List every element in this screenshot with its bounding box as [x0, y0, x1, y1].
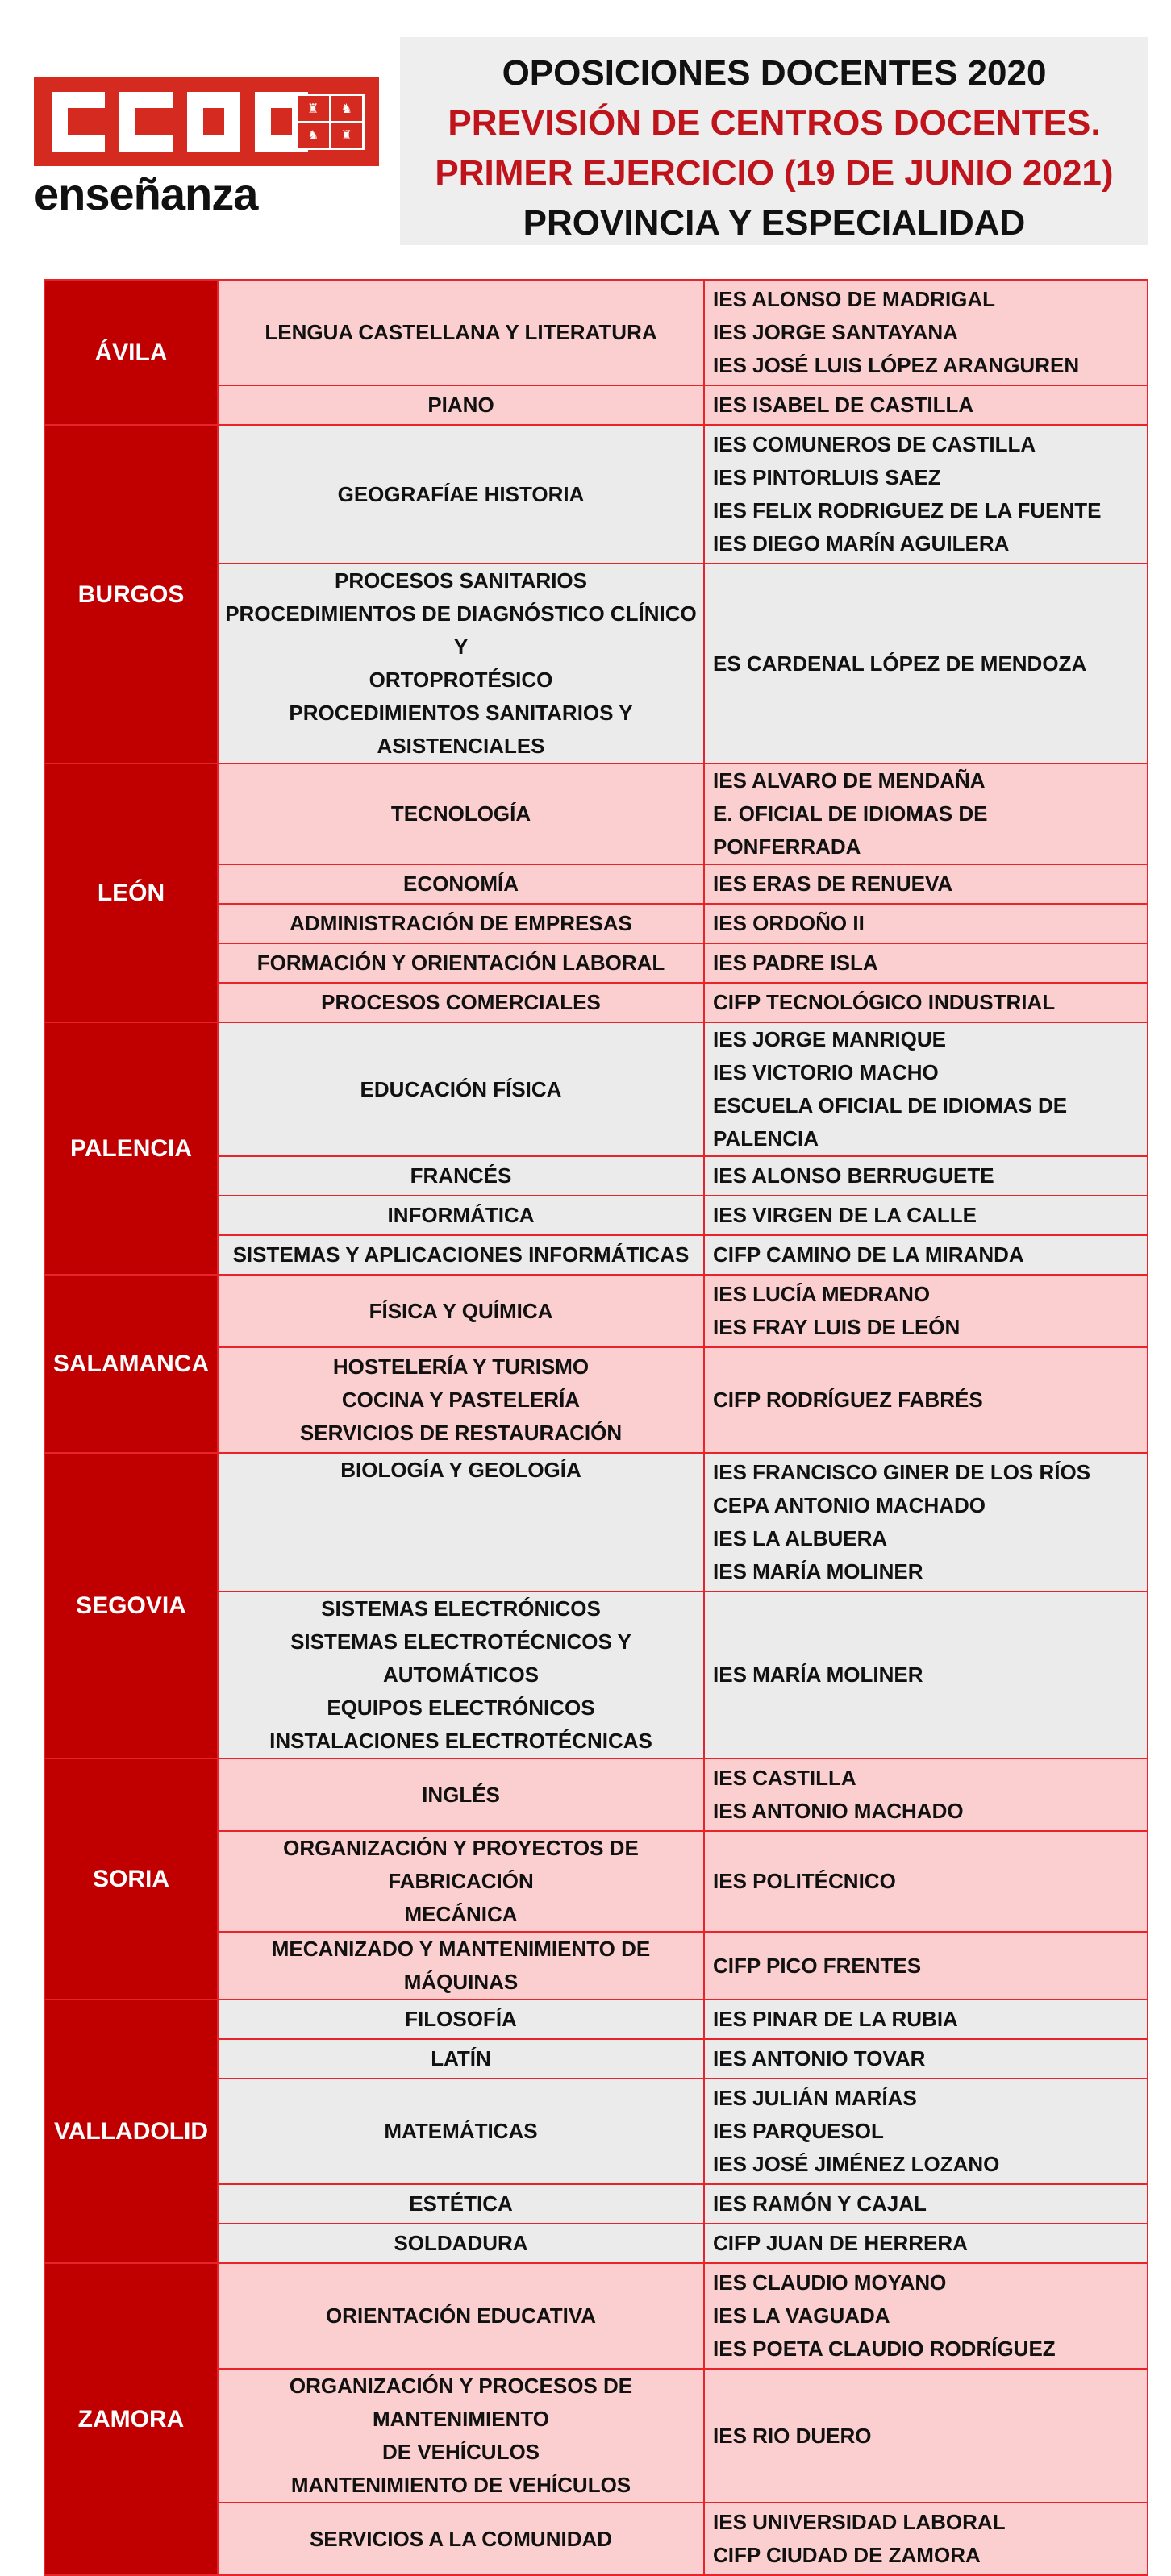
center-cell: [704, 1831, 1148, 1932]
centers-table: [44, 279, 1148, 2576]
specialty-line: BIOLOGÍA Y GEOLOGÍA: [340, 1458, 581, 1482]
province-cell: SALAMANCA: [44, 1275, 218, 1453]
center-line: CEPA ANTONIO MACHADO: [713, 1493, 986, 1517]
castilla-leon-shield-icon: ♜ ♞ ♞ ♜: [295, 94, 365, 150]
center-cell: [704, 1932, 1148, 2000]
center-cell: [704, 2039, 1148, 2079]
center-line: IES JOSÉ LUIS LÓPEZ ARANGUREN: [713, 353, 1080, 377]
center-cell: [704, 1758, 1148, 1831]
title-line-2: PREVISIÓN DE CENTROS DOCENTES.: [448, 103, 1101, 143]
center-cell: [704, 1235, 1148, 1275]
specialty-line: ADMINISTRACIÓN DE EMPRESAS: [290, 911, 632, 935]
center-line: IES ISABEL DE CASTILLA: [713, 393, 974, 417]
table-row: [44, 280, 1148, 385]
specialty-cell: [218, 1235, 704, 1275]
specialty-line: ECONOMÍA: [403, 872, 519, 896]
center-line: IES FRAY LUIS DE LEÓN: [713, 1315, 961, 1339]
specialty-cell: [218, 2184, 704, 2224]
specialty-cell: [218, 1453, 704, 1592]
center-cell: [704, 1196, 1148, 1235]
centers-table-body: [44, 280, 1148, 2575]
specialty-cell: [218, 2079, 704, 2184]
center-cell: [704, 2263, 1148, 2369]
center-line: IES LA VAGUADA: [713, 2303, 890, 2328]
center-line: IES CLAUDIO MOYANO: [713, 2270, 947, 2295]
specialty-line: PIANO: [427, 393, 494, 417]
center-line: ES CARDENAL LÓPEZ DE MENDOZA: [713, 651, 1087, 676]
specialty-cell: [218, 2000, 704, 2039]
table-row: [44, 2263, 1148, 2369]
specialty-line: LATÍN: [431, 2046, 491, 2070]
center-cell: [704, 2184, 1148, 2224]
center-line: CIFP CIUDAD DE ZAMORA: [713, 2543, 981, 2567]
specialty-line: PROCESOS COMERCIALES: [321, 990, 601, 1014]
specialty-cell: [218, 425, 704, 564]
province-cell: LEÓN: [44, 764, 218, 1022]
center-line: IES DIEGO MARÍN AGUILERA: [713, 531, 1010, 556]
specialty-cell: [218, 943, 704, 983]
specialty-cell: [218, 564, 704, 764]
center-line: IES ORDOÑO II: [713, 911, 865, 935]
ccoo-logo-letters: [52, 92, 308, 152]
specialty-cell: [218, 1592, 704, 1758]
specialty-line: INGLÉS: [422, 1782, 500, 1807]
specialty-cell: [218, 2369, 704, 2503]
specialty-line: INSTALACIONES ELECTROTÉCNICAS: [269, 1729, 652, 1753]
specialty-line: EQUIPOS ELECTRÓNICOS: [327, 1696, 595, 1720]
specialty-line: SISTEMAS ELECTRÓNICOS: [321, 1596, 601, 1621]
specialty-line: FILOSOFÍA: [405, 2007, 517, 2031]
center-cell: [704, 1592, 1148, 1758]
title-line-3: PRIMER EJERCICIO (19 DE JUNIO 2021): [435, 153, 1114, 193]
specialty-line: ORIENTACIÓN EDUCATIVA: [325, 2303, 597, 2328]
province-cell: ÁVILA: [44, 280, 218, 425]
specialty-line: MECANIZADO Y MANTENIMIENTO DE MÁQUINAS: [271, 1937, 651, 1994]
center-line: CIFP RODRÍGUEZ FABRÉS: [713, 1388, 983, 1412]
specialty-line: MECÁNICA: [404, 1902, 518, 1926]
center-cell: [704, 1347, 1148, 1453]
table-row: [44, 1453, 1148, 1592]
center-line: IES VIRGEN DE LA CALLE: [713, 1203, 977, 1227]
center-line: IES PINTORLUIS SAEZ: [713, 465, 941, 489]
center-cell: [704, 983, 1148, 1022]
specialty-line: LENGUA CASTELLANA Y LITERATURA: [265, 320, 657, 344]
specialty-line: TECNOLOGÍA: [390, 801, 531, 826]
center-line: IES CASTILLA: [713, 1766, 856, 1790]
specialty-line: SISTEMAS Y APLICACIONES INFORMÁTICAS: [232, 1242, 690, 1267]
center-line: IES ANTONIO MACHADO: [713, 1799, 964, 1823]
center-line: IES MARÍA MOLINER: [713, 1663, 923, 1687]
specialty-line: DE VEHÍCULOS: [381, 2440, 540, 2464]
specialty-line: FORMACIÓN Y ORIENTACIÓN LABORAL: [256, 951, 665, 975]
center-line: IES JORGE SANTAYANA: [713, 320, 958, 344]
specialty-cell: [218, 1022, 704, 1156]
title-line-4: PROVINCIA Y ESPECIALIDAD: [523, 203, 1026, 243]
table-row: [44, 2000, 1148, 2039]
center-line: ESCUELA OFICIAL DE IDIOMAS DE PALENCIA: [713, 1093, 1068, 1151]
center-line: IES FELIX RODRIGUEZ DE LA FUENTE: [713, 498, 1102, 522]
title-line-1: OPOSICIONES DOCENTES 2020: [502, 53, 1047, 93]
specialty-line: MANTENIMIENTO DE VEHÍCULOS: [290, 2473, 631, 2497]
center-line: IES ANTONIO TOVAR: [713, 2046, 926, 2070]
center-cell: [704, 564, 1148, 764]
specialty-line: ORGANIZACIÓN Y PROCESOS DE MANTENIMIENTO: [289, 2374, 633, 2431]
center-line: CIFP TECNOLÓGICO INDUSTRIAL: [713, 990, 1056, 1014]
specialty-cell: [218, 2263, 704, 2369]
specialty-line: SOLDADURA: [394, 2231, 528, 2255]
center-line: IES JOSÉ JIMÉNEZ LOZANO: [713, 2152, 1000, 2176]
center-cell: [704, 2000, 1148, 2039]
specialty-cell: [218, 1196, 704, 1235]
center-cell: [704, 1453, 1148, 1592]
specialty-line: PROCEDIMIENTOS SANITARIOS Y ASISTENCIALES: [289, 701, 633, 758]
center-line: IES LA ALBUERA: [713, 1526, 888, 1550]
table-row: [44, 1022, 1148, 1156]
table-row: [44, 1275, 1148, 1347]
specialty-cell: [218, 2224, 704, 2263]
specialty-line: ESTÉTICA: [409, 2191, 513, 2216]
specialty-line: ORTOPROTÉSICO: [369, 668, 553, 692]
specialty-cell: [218, 764, 704, 864]
center-line: IES JULIÁN MARÍAS: [713, 2086, 917, 2110]
center-line: IES ALONSO DE MADRIGAL: [713, 287, 996, 311]
specialty-line: PROCESOS SANITARIOS: [334, 568, 587, 593]
center-cell: [704, 425, 1148, 564]
specialty-cell: [218, 2503, 704, 2575]
table-row: [44, 764, 1148, 864]
center-line: IES JORGE MANRIQUE: [713, 1027, 946, 1051]
specialty-line: SERVICIOS DE RESTAURACIÓN: [299, 1421, 623, 1445]
title-box: [400, 37, 1148, 245]
brand-text: enseñanza: [34, 169, 258, 219]
center-cell: [704, 2079, 1148, 2184]
province-cell: VALLADOLID: [44, 2000, 218, 2263]
specialty-cell: [218, 1156, 704, 1196]
specialty-cell: [218, 1275, 704, 1347]
specialty-cell: [218, 1347, 704, 1453]
center-line: E. OFICIAL DE IDIOMAS DE PONFERRADA: [713, 801, 988, 859]
center-line: IES POLITÉCNICO: [713, 1869, 896, 1893]
specialty-line: MATEMÁTICAS: [384, 2119, 538, 2143]
center-line: IES ALONSO BERRUGUETE: [713, 1163, 994, 1188]
province-cell: SORIA: [44, 1758, 218, 2000]
center-cell: [704, 385, 1148, 425]
specialty-line: HOSTELERÍA Y TURISMO: [332, 1355, 590, 1379]
specialty-line: FÍSICA Y QUÍMICA: [369, 1298, 553, 1323]
center-cell: [704, 764, 1148, 864]
center-cell: [704, 1275, 1148, 1347]
table-row: [44, 1758, 1148, 1831]
center-cell: [704, 280, 1148, 385]
center-line: IES POETA CLAUDIO RODRÍGUEZ: [713, 2337, 1056, 2361]
center-line: CIFP CAMINO DE LA MIRANDA: [713, 1242, 1024, 1267]
specialty-cell: [218, 2039, 704, 2079]
province-cell: BURGOS: [44, 425, 218, 764]
province-cell: PALENCIA: [44, 1022, 218, 1275]
center-cell: [704, 2224, 1148, 2263]
center-cell: [704, 1156, 1148, 1196]
center-line: IES PINAR DE LA RUBIA: [713, 2007, 958, 2031]
specialty-cell: [218, 1758, 704, 1831]
center-cell: [704, 2369, 1148, 2503]
province-cell: SEGOVIA: [44, 1453, 218, 1758]
specialty-line: COCINA Y PASTELERÍA: [341, 1388, 581, 1412]
table-row: [44, 425, 1148, 564]
province-cell: ZAMORA: [44, 2263, 218, 2575]
center-line: IES ALVARO DE MENDAÑA: [713, 768, 986, 793]
center-line: IES LUCÍA MEDRANO: [713, 1282, 931, 1306]
center-cell: [704, 1022, 1148, 1156]
center-line: IES PARQUESOL: [713, 2119, 884, 2143]
specialty-cell: [218, 983, 704, 1022]
specialty-cell: [218, 1831, 704, 1932]
center-line: IES VICTORIO MACHO: [713, 1060, 939, 1084]
center-line: CIFP PICO FRENTES: [713, 1953, 922, 1978]
center-cell: [704, 904, 1148, 943]
center-line: IES UNIVERSIDAD LABORAL: [713, 2510, 1006, 2534]
specialty-cell: [218, 864, 704, 904]
specialty-line: GEOGRAFÍAE HISTORIA: [337, 481, 585, 506]
specialty-line: SISTEMAS ELECTROTÉCNICOS Y AUTOMÁTICOS: [290, 1629, 631, 1687]
center-cell: [704, 943, 1148, 983]
center-line: IES MARÍA MOLINER: [713, 1559, 923, 1583]
specialty-line: PROCEDIMIENTOS DE DIAGNÓSTICO CLÍNICO Y: [225, 601, 697, 659]
ccoo-logo: [34, 77, 379, 166]
center-line: IES RIO DUERO: [713, 2423, 872, 2448]
specialty-line: ORGANIZACIÓN Y PROYECTOS DE FABRICACIÓN: [283, 1836, 639, 1893]
specialty-cell: [218, 1932, 704, 2000]
specialty-line: FRANCÉS: [410, 1163, 512, 1188]
center-line: IES COMUNEROS DE CASTILLA: [713, 432, 1036, 456]
specialty-cell: [218, 904, 704, 943]
center-line: IES ERAS DE RENUEVA: [713, 872, 953, 896]
center-cell: [704, 2503, 1148, 2575]
center-cell: [704, 864, 1148, 904]
center-line: IES FRANCISCO GINER DE LOS RÍOS: [713, 1460, 1091, 1484]
center-line: CIFP JUAN DE HERRERA: [713, 2231, 968, 2255]
specialty-line: INFORMÁTICA: [387, 1203, 535, 1227]
specialty-cell: [218, 280, 704, 385]
center-line: IES PADRE ISLA: [713, 951, 878, 975]
specialty-line: SERVICIOS A LA COMUNIDAD: [309, 2526, 613, 2551]
specialty-cell: [218, 385, 704, 425]
center-line: IES RAMÓN Y CAJAL: [713, 2191, 927, 2216]
specialty-line: EDUCACIÓN FÍSICA: [360, 1076, 562, 1101]
